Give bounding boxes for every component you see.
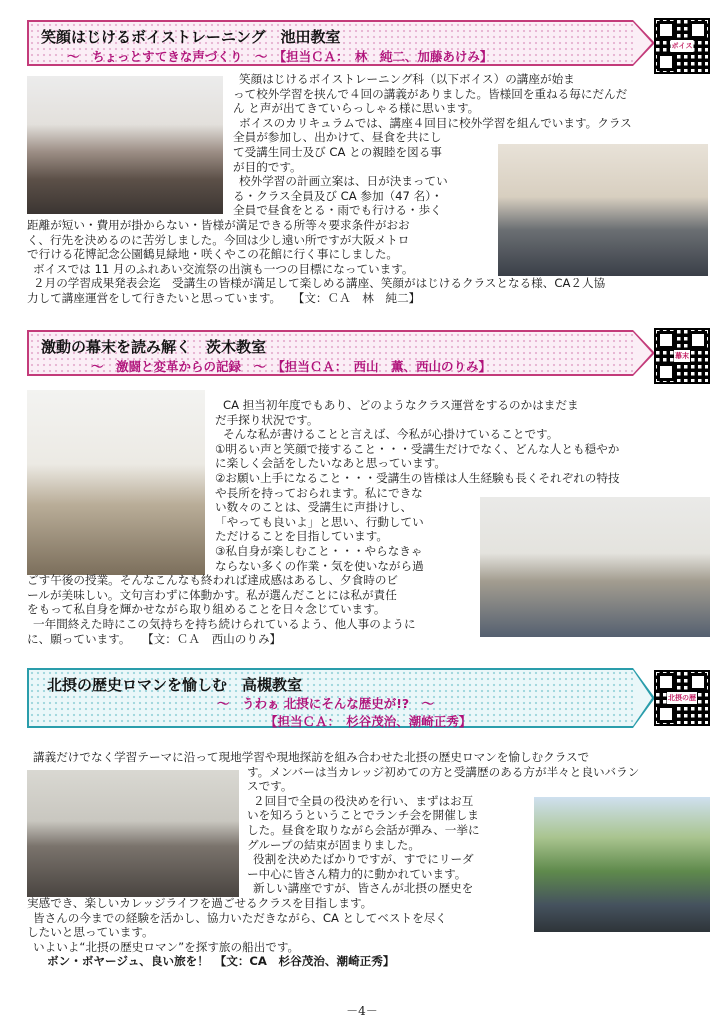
section-title: 笑顔はじけるボイストレーニング 池田教室: [41, 28, 341, 46]
qr-code-icon[interactable]: [656, 20, 708, 72]
section-subtitle-ca: 【担当ＣＡ： 杉谷茂治、潮崎正秀】: [265, 714, 472, 729]
section-header-ibaraki: [27, 330, 633, 376]
section-title: 激動の幕末を読み解く 茨木教室: [41, 338, 267, 356]
section-subtitle: ～ うわぁ 北摂にそんな歴史が!? ～: [217, 696, 435, 711]
qr-code-icon[interactable]: [656, 330, 708, 382]
section-body-ikeda: 笑顔はじけるボイストレーニング科（以下ボイス）の講座が始ま って校外学習を挟んで４回の講義がありました。皆様回を重ねる毎にだんだ ん と声が出てきていらっしゃる様に思います。 ボイスのカリキュラムでは、講座４回目に校外学習を組んでいます。クラス 全員が参加し、出かけて、昼食を共にし て受講生同士及び CA との親睦を図る事 が目的です。 校外学習の計画立案は、日が決まってい る・クラス全員及び CA 参加（47 名）・ 全員で昼食をとる・雨でも行ける・歩く 距離が短い・費用が掛からない・皆様が満足できる所等々要求条件がおお く、行先を決めるのに苦労しました。今回は少し遠い所ですが大阪メトロ で行ける花博記念公園鶴見緑地・咲くやこの花館に行く事にしました。 ボイスでは 11 月のふれあい交流祭の出演も一つの目標になっています。 ２月の学習成果発表会迄 受講生の皆様が満足して楽しめる講座、笑顔がはじけるクラスとなる様、CA２人協 力して講座運営をして行きたいと思っています。 【文：ＣＡ 林 純二】: [27, 72, 632, 305]
qr-label: 北摂の歴: [668, 694, 696, 702]
section-subtitle: ～ ちょっとすてきな声づくり ～ 【担当ＣＡ： 林 純二、加藤あけみ】: [67, 49, 493, 64]
section-header-takatsuki: [27, 668, 633, 728]
section-header-ikeda: [27, 20, 633, 66]
section-subtitle: ～ 激闘と変革からの記録 ～ 【担当ＣＡ： 西山 薫、西山のりみ】: [91, 359, 492, 374]
section-body-takatsuki: 講義だけでなく学習テーマに沿って現地学習や現地探訪を組み合わせた北摂の歴史ロマンを愉しむクラスで す。メンバーは当カレッジ初めての方と受講歴のある方が半々と良いバラン スです。 ２回目で全員の役決めを行い、まずはお互 いを知ろうということでランチ会を開催しま した。昼食を取りながら会話が弾み、一挙に グループの結束が固まりました。 役割を決めたばかりですが、すでにリーダ ー中心に皆さん精力的に動かれています。 新しい講座ですが、皆さんが北摂の歴史を 実感でき、楽しいカレッジライフを過ごせるクラスを目指します。 皆さんの今までの経験を活かし、協力いただきながら、CA としてベストを尽く したいと思っています。 いよいよ“北摂の歴史ロマン”を探す旅の船出です。 ボン・ボヤージュ、良い旅を！ 【文：CA 杉谷茂治、潮崎正秀】: [27, 750, 640, 969]
section-body-ibaraki: CA 担当初年度でもあり、どのようなクラス運営をするのかはまだま だ手探り状況です。 そんな私が書けることと言えば、今私が心掛けていることです。 ①明るい声と笑顔で接すること・・・受講生だけでなく、どんな人とも穏やか に楽しく会話をしたいなあと思っています。 ②お願い上手になること・・・受講生の皆様は人生経験も長くそれぞれの特技 や長所を持っておられます。私にできな い数々のことは、受講生に声掛けし、 「やっても良いよ」と思い、行動してい ただけることを目指しています。 ③私自身が楽しむこと・・・やらなきゃ ならない多くの作業・気を使いながら過 ごす午後の授業。そんなこんなも終われば達成感はあるし、夕食時のビ ールが美味しい。文句言わずに体動かす。私が選んだことには私が責任 をもって私自身を輝かせながら取り組めることを日々念じています。 一年間終えた時にこの気持ちを持ち続けられているよう、他人事のように に、願っています。 【文：ＣＡ 西山のりみ】: [27, 398, 620, 646]
qr-label: 幕末: [675, 352, 689, 360]
section-title: 北摂の歴史ロマンを愉しむ 高槻教室: [47, 676, 303, 694]
qr-code-icon[interactable]: [656, 672, 708, 724]
qr-label: ボイス: [671, 42, 693, 50]
page-number: －4－: [346, 1004, 378, 1018]
